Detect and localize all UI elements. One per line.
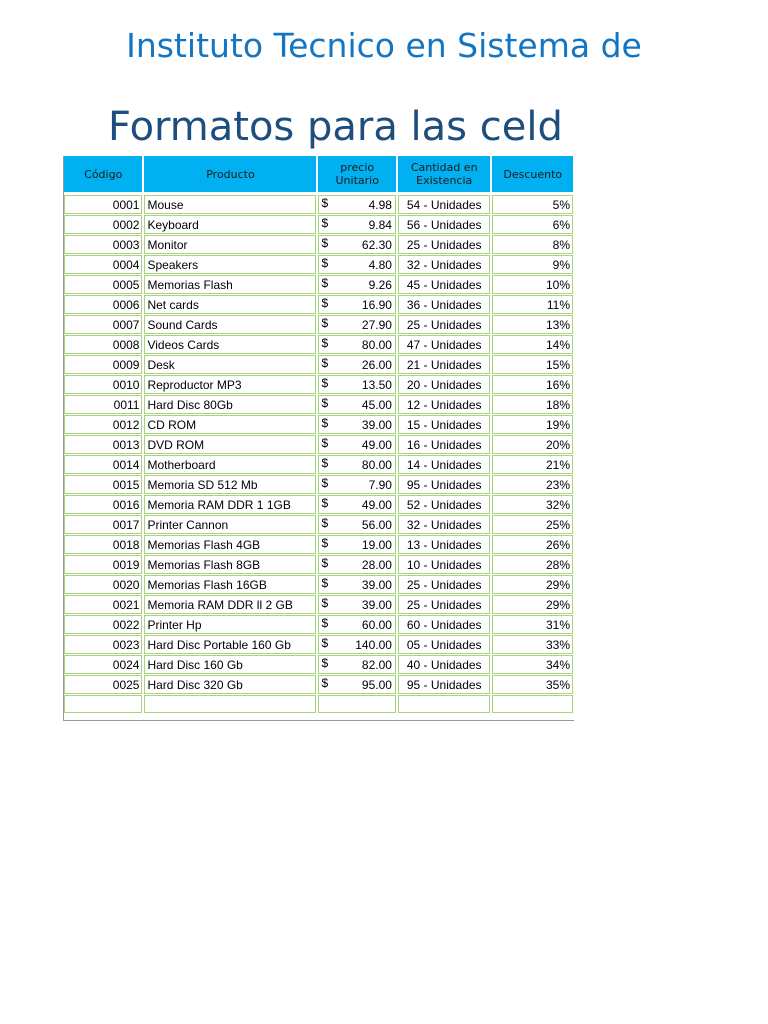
cell-product[interactable]: CD ROM <box>144 415 316 434</box>
cell-stock-quantity[interactable]: 40 - Unidades <box>398 655 491 674</box>
table-body <box>64 195 573 713</box>
cell-unit-price[interactable] <box>318 575 395 594</box>
document-title: Instituto Tecnico en Sistema de <box>126 26 642 65</box>
cell-unit-price[interactable] <box>318 615 395 634</box>
cell-code[interactable]: 0025 <box>64 675 142 694</box>
price-value: 9.84 <box>368 217 392 232</box>
cell-discount[interactable]: 20% <box>492 435 573 454</box>
cell-discount[interactable]: 32% <box>492 495 573 514</box>
currency-symbol: $ <box>321 496 329 510</box>
cell-stock-quantity[interactable]: 15 - Unidades <box>398 415 491 434</box>
cell-discount[interactable]: 14% <box>492 335 573 354</box>
empty-cell[interactable] <box>318 695 395 713</box>
column-header-product: Producto <box>144 156 316 192</box>
cell-unit-price[interactable] <box>318 655 395 674</box>
cell-discount[interactable]: 26% <box>492 535 573 554</box>
cell-stock-quantity[interactable]: 56 - Unidades <box>398 215 491 234</box>
cell-discount[interactable]: 8% <box>492 235 573 254</box>
cell-product[interactable]: Memoria RAM DDR 1 1GB <box>144 495 316 514</box>
column-header-stock-quantity: Cantidad en Existencia <box>398 156 491 192</box>
cell-product[interactable]: Monitor <box>144 235 316 254</box>
cell-discount[interactable]: 10% <box>492 275 573 294</box>
cell-code[interactable]: 0010 <box>64 375 142 394</box>
cell-discount[interactable]: 29% <box>492 575 573 594</box>
cell-unit-price[interactable] <box>318 515 395 534</box>
price-value: 4.80 <box>368 257 392 272</box>
cell-unit-price[interactable] <box>318 335 395 354</box>
currency-symbol: $ <box>321 196 329 210</box>
cell-code[interactable]: 0019 <box>64 555 142 574</box>
price-value: 9.26 <box>368 277 392 292</box>
price-value: 49.00 <box>361 497 392 512</box>
cell-code[interactable]: 0009 <box>64 355 142 374</box>
cell-code[interactable]: 0003 <box>64 235 142 254</box>
table-row <box>64 495 573 514</box>
price-value: 4.98 <box>368 197 392 212</box>
currency-symbol: $ <box>321 236 329 250</box>
table-row <box>64 575 573 594</box>
cell-unit-price[interactable] <box>318 495 395 514</box>
subtitle-container <box>108 100 576 156</box>
document-subtitle: Formatos para las celd <box>108 104 563 150</box>
cell-unit-price[interactable] <box>318 535 395 554</box>
table-row <box>64 195 573 214</box>
cell-code[interactable]: 0020 <box>64 575 142 594</box>
cell-stock-quantity[interactable]: 25 - Unidades <box>398 235 491 254</box>
table-row <box>64 315 573 334</box>
cell-code[interactable]: 0001 <box>64 195 142 214</box>
cell-unit-price[interactable] <box>318 375 395 394</box>
cell-code[interactable]: 0008 <box>64 335 142 354</box>
price-value: 39.00 <box>361 577 392 592</box>
cell-discount[interactable]: 23% <box>492 475 573 494</box>
currency-symbol: $ <box>321 216 329 230</box>
table-row <box>64 395 573 414</box>
table-row <box>64 615 573 634</box>
cell-unit-price[interactable] <box>318 415 395 434</box>
price-value: 62.30 <box>361 237 392 252</box>
currency-symbol: $ <box>321 556 329 570</box>
cell-product[interactable]: Memorias Flash 4GB <box>144 535 316 554</box>
table-row <box>64 675 573 694</box>
currency-symbol: $ <box>321 476 329 490</box>
cell-discount[interactable]: 29% <box>492 595 573 614</box>
price-value: 39.00 <box>361 417 392 432</box>
empty-cell[interactable] <box>144 695 316 713</box>
cell-code[interactable]: 0022 <box>64 615 142 634</box>
table-row <box>64 515 573 534</box>
table-row <box>64 595 573 614</box>
empty-cell[interactable] <box>398 695 491 713</box>
cell-unit-price[interactable] <box>318 255 395 274</box>
cell-product[interactable]: Memorias Flash 16GB <box>144 575 316 594</box>
empty-cell[interactable] <box>64 695 142 713</box>
cell-product[interactable]: Sound Cards <box>144 315 316 334</box>
cell-unit-price[interactable] <box>318 555 395 574</box>
price-value: 49.00 <box>361 437 392 452</box>
cell-stock-quantity[interactable]: 13 - Unidades <box>398 535 491 554</box>
cell-stock-quantity[interactable]: 16 - Unidades <box>398 435 491 454</box>
cell-discount[interactable]: 31% <box>492 615 573 634</box>
cell-discount[interactable]: 6% <box>492 215 573 234</box>
currency-symbol: $ <box>321 456 329 470</box>
cell-stock-quantity[interactable]: 05 - Unidades <box>398 635 491 654</box>
currency-symbol: $ <box>321 296 329 310</box>
table-row <box>64 475 573 494</box>
table-row <box>64 635 573 654</box>
column-header-discount: Descuento <box>492 156 573 192</box>
cell-unit-price[interactable] <box>318 315 395 334</box>
cell-code[interactable]: 0002 <box>64 215 142 234</box>
cell-discount[interactable]: 19% <box>492 415 573 434</box>
currency-symbol: $ <box>321 636 329 650</box>
currency-symbol: $ <box>321 436 329 450</box>
currency-symbol: $ <box>321 396 329 410</box>
cell-discount[interactable]: 21% <box>492 455 573 474</box>
cell-code[interactable]: 0024 <box>64 655 142 674</box>
cell-stock-quantity[interactable]: 47 - Unidades <box>398 335 491 354</box>
cell-product[interactable]: Reproductor MP3 <box>144 375 316 394</box>
cell-code[interactable]: 0011 <box>64 395 142 414</box>
price-value: 27.90 <box>361 317 392 332</box>
cell-code[interactable]: 0017 <box>64 515 142 534</box>
cell-code[interactable]: 0015 <box>64 475 142 494</box>
price-value: 7.90 <box>368 477 392 492</box>
cell-stock-quantity[interactable]: 52 - Unidades <box>398 495 491 514</box>
price-value: 16.90 <box>361 297 392 312</box>
price-value: 140.00 <box>355 637 392 652</box>
cell-code[interactable]: 0023 <box>64 635 142 654</box>
cell-product[interactable]: Hard Disc 160 Gb <box>144 655 316 674</box>
price-value: 39.00 <box>361 597 392 612</box>
table-row <box>64 555 573 574</box>
cell-unit-price[interactable] <box>318 295 395 314</box>
cell-discount[interactable]: 18% <box>492 395 573 414</box>
cell-product[interactable]: Memorias Flash 8GB <box>144 555 316 574</box>
cell-code[interactable]: 0006 <box>64 295 142 314</box>
price-value: 45.00 <box>361 397 392 412</box>
price-value: 95.00 <box>361 677 392 692</box>
price-value: 80.00 <box>361 337 392 352</box>
table-row <box>64 535 573 554</box>
price-value: 28.00 <box>361 557 392 572</box>
cell-stock-quantity[interactable]: 95 - Unidades <box>398 675 491 694</box>
cell-code[interactable]: 0007 <box>64 315 142 334</box>
currency-symbol: $ <box>321 316 329 330</box>
cell-product[interactable]: Keyboard <box>144 215 316 234</box>
cell-code[interactable]: 0016 <box>64 495 142 514</box>
cell-code[interactable]: 0021 <box>64 595 142 614</box>
cell-product[interactable]: Desk <box>144 355 316 374</box>
cell-unit-price[interactable] <box>318 435 395 454</box>
price-value: 19.00 <box>361 537 392 552</box>
cell-unit-price[interactable] <box>318 595 395 614</box>
cell-discount[interactable]: 35% <box>492 675 573 694</box>
currency-symbol: $ <box>321 656 329 670</box>
price-value: 80.00 <box>361 457 392 472</box>
table-row <box>64 355 573 374</box>
cell-unit-price[interactable] <box>318 475 395 494</box>
cell-product[interactable]: Hard Disc Portable 160 Gb <box>144 635 316 654</box>
price-value: 26.00 <box>361 357 392 372</box>
cell-unit-price[interactable] <box>318 355 395 374</box>
cell-stock-quantity[interactable]: 25 - Unidades <box>398 575 491 594</box>
cell-code[interactable]: 0004 <box>64 255 142 274</box>
price-value: 13.50 <box>361 377 392 392</box>
cell-product[interactable]: Memoria SD 512 Mb <box>144 475 316 494</box>
table-row <box>64 215 573 234</box>
cell-product[interactable]: Memorias Flash <box>144 275 316 294</box>
cell-code[interactable]: 0014 <box>64 455 142 474</box>
cell-unit-price[interactable] <box>318 215 395 234</box>
currency-symbol: $ <box>321 356 329 370</box>
spreadsheet-table-area <box>63 156 574 721</box>
cell-product[interactable]: Memoria RAM DDR ll 2 GB <box>144 595 316 614</box>
cell-code[interactable]: 0012 <box>64 415 142 434</box>
cell-stock-quantity[interactable]: 32 - Unidades <box>398 255 491 274</box>
cell-product[interactable]: DVD ROM <box>144 435 316 454</box>
currency-symbol: $ <box>321 416 329 430</box>
column-header-code: Código <box>64 156 142 192</box>
table-row <box>64 375 573 394</box>
table-row <box>64 455 573 474</box>
currency-symbol: $ <box>321 336 329 350</box>
column-header-unit-price: precio Unitario <box>318 156 395 192</box>
cell-stock-quantity[interactable]: 32 - Unidades <box>398 515 491 534</box>
price-value: 82.00 <box>361 657 392 672</box>
table-row <box>64 435 573 454</box>
cell-product[interactable]: Printer Hp <box>144 615 316 634</box>
cell-product[interactable]: Hard Disc 320 Gb <box>144 675 316 694</box>
cell-unit-price[interactable] <box>318 275 395 294</box>
cell-code[interactable]: 0013 <box>64 435 142 454</box>
cell-discount[interactable]: 9% <box>492 255 573 274</box>
table-row <box>64 275 573 294</box>
cell-stock-quantity[interactable]: 21 - Unidades <box>398 355 491 374</box>
cell-discount[interactable]: 28% <box>492 555 573 574</box>
currency-symbol: $ <box>321 376 329 390</box>
cell-discount[interactable]: 13% <box>492 315 573 334</box>
cell-discount[interactable]: 16% <box>492 375 573 394</box>
currency-symbol: $ <box>321 516 329 530</box>
currency-symbol: $ <box>321 256 329 270</box>
price-value: 60.00 <box>361 617 392 632</box>
cell-product[interactable]: Printer Cannon <box>144 515 316 534</box>
cell-discount[interactable]: 5% <box>492 195 573 214</box>
empty-cell[interactable] <box>492 695 573 713</box>
cell-stock-quantity[interactable]: 10 - Unidades <box>398 555 491 574</box>
currency-symbol: $ <box>321 536 329 550</box>
table-header-row <box>64 156 573 192</box>
cell-discount[interactable]: 33% <box>492 635 573 654</box>
cell-discount[interactable]: 15% <box>492 355 573 374</box>
currency-symbol: $ <box>321 616 329 630</box>
cell-unit-price[interactable] <box>318 195 395 214</box>
cell-stock-quantity[interactable]: 25 - Unidades <box>398 315 491 334</box>
currency-symbol: $ <box>321 596 329 610</box>
cell-product[interactable]: Motherboard <box>144 455 316 474</box>
cell-product[interactable]: Speakers <box>144 255 316 274</box>
cell-product[interactable]: Mouse <box>144 195 316 214</box>
currency-symbol: $ <box>321 276 329 290</box>
table-row <box>64 255 573 274</box>
cell-stock-quantity[interactable]: 12 - Unidades <box>398 395 491 414</box>
table-row <box>64 295 573 314</box>
cell-unit-price[interactable] <box>318 395 395 414</box>
cell-discount[interactable]: 34% <box>492 655 573 674</box>
cell-product[interactable]: Net cards <box>144 295 316 314</box>
cell-unit-price[interactable] <box>318 675 395 694</box>
cell-stock-quantity[interactable]: 25 - Unidades <box>398 595 491 614</box>
cell-product[interactable]: Videos Cards <box>144 335 316 354</box>
cell-product[interactable]: Hard Disc 80Gb <box>144 395 316 414</box>
table-row <box>64 235 573 254</box>
cell-stock-quantity[interactable]: 95 - Unidades <box>398 475 491 494</box>
table-row <box>64 335 573 354</box>
cell-stock-quantity[interactable]: 20 - Unidades <box>398 375 491 394</box>
cell-code[interactable]: 0005 <box>64 275 142 294</box>
cell-stock-quantity[interactable]: 45 - Unidades <box>398 275 491 294</box>
cell-stock-quantity[interactable]: 36 - Unidades <box>398 295 491 314</box>
cell-stock-quantity[interactable]: 54 - Unidades <box>398 195 491 214</box>
price-value: 56.00 <box>361 517 392 532</box>
table-row <box>64 415 573 434</box>
products-table <box>62 155 575 714</box>
cell-stock-quantity[interactable]: 14 - Unidades <box>398 455 491 474</box>
cell-stock-quantity[interactable]: 60 - Unidades <box>398 615 491 634</box>
currency-symbol: $ <box>321 676 329 690</box>
table-row <box>64 655 573 674</box>
cell-discount[interactable]: 11% <box>492 295 573 314</box>
cell-discount[interactable]: 25% <box>492 515 573 534</box>
cell-unit-price[interactable] <box>318 635 395 654</box>
cell-unit-price[interactable] <box>318 455 395 474</box>
currency-symbol: $ <box>321 576 329 590</box>
empty-table-row <box>64 695 573 713</box>
cell-unit-price[interactable] <box>318 235 395 254</box>
cell-code[interactable]: 0018 <box>64 535 142 554</box>
